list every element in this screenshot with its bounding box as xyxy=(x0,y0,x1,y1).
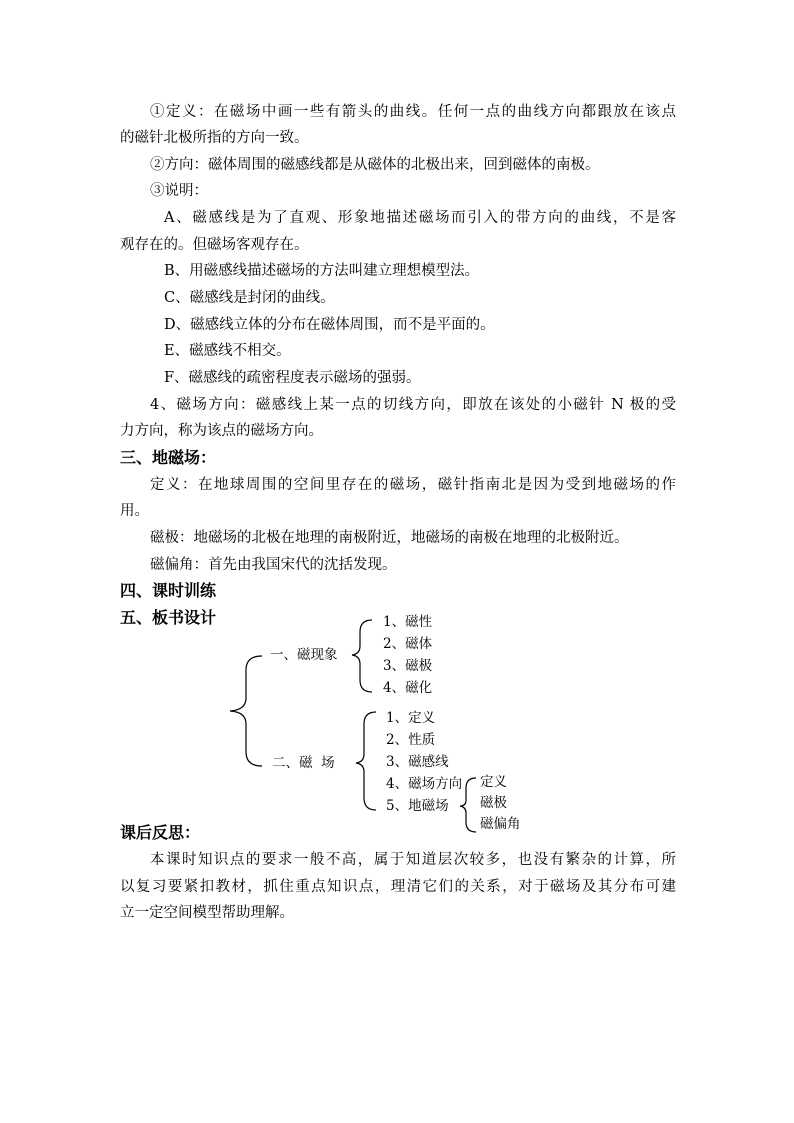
field-item-3: 3、磁感线 xyxy=(386,754,449,770)
note-e: E、磁感线不相交。 xyxy=(164,343,291,359)
field-direction-line-2: 力方向，称为该点的磁场方向。 xyxy=(120,423,323,439)
reflection-line-1: 本课时知识点的要求一般不高，属于知道层次较多，也没有繁杂的计算，所 xyxy=(150,852,676,868)
reflection-line-2: 以复习要紧扣教材，抓住重点知识点，理清它们的关系，对于磁场及其分布可建 xyxy=(120,879,676,895)
earth-definition-line-2: 用。 xyxy=(120,503,149,519)
earth-sub-item-1: 定义 xyxy=(480,774,507,790)
field-direction-line-1: 4、磁场方向：磁感线上某一点的切线方向，即放在该处的小磁针 N 极的受 xyxy=(150,397,676,413)
phenomena-item-2: 2、磁体 xyxy=(383,636,433,652)
earth-sub-item-2: 磁极 xyxy=(480,795,507,811)
direction-paragraph: ②方向：磁体周围的磁感线都是从磁体的北极出来，回到磁体的南极。 xyxy=(150,157,600,173)
phenomena-item-1: 1、磁性 xyxy=(383,614,433,630)
earth-sub-item-3: 磁偏角 xyxy=(480,816,521,832)
note-f: F、磁感线的疏密程度表示磁场的强弱。 xyxy=(164,370,421,386)
board-design-heading: 五、板书设计 xyxy=(120,608,217,627)
note-a-line-2: 观存在的。但磁场客观存在。 xyxy=(120,237,309,253)
note-b: B、用磁感线描述磁场的方法叫建立理想模型法。 xyxy=(164,263,480,279)
definition-line-1: ①定义：在磁场中画一些有箭头的曲线。任何一点的曲线方向都跟放在该点 xyxy=(150,104,676,120)
training-heading: 四、课时训练 xyxy=(120,581,217,600)
earth-field-heading: 三、地磁场： xyxy=(120,448,217,467)
earth-definition-line-1: 定义：在地球周围的空间里存在的磁场，磁针指南北是因为受到地磁场的作 xyxy=(150,477,676,493)
reflection-line-3: 立一定空间模型帮助理解。 xyxy=(120,905,294,921)
reflection-heading: 课后反思： xyxy=(120,823,201,842)
note-c: C、磁感线是封闭的曲线。 xyxy=(164,290,335,306)
explanation-label: ③说明： xyxy=(150,183,208,199)
field-item-4: 4、磁场方向 xyxy=(386,776,463,792)
field-item-2: 2、性质 xyxy=(386,732,436,748)
branch-magnetic-field: 二、磁 场 xyxy=(272,755,335,771)
field-item-5: 5、地磁场 xyxy=(386,798,449,814)
note-d: D、磁感线立体的分布在磁体周围，而不是平面的。 xyxy=(164,317,495,333)
magnetic-declination: 磁偏角：首先由我国宋代的沈括发现。 xyxy=(150,557,397,573)
note-a-line-1: A、磁感线是为了直观、形象地描述磁场而引入的带方向的曲线，不是客 xyxy=(164,210,676,226)
phenomena-item-4: 4、磁化 xyxy=(383,680,433,696)
earth-poles: 磁极：地磁场的北极在地理的南极附近，地磁场的南极在地理的北极附近。 xyxy=(150,530,629,546)
phenomena-item-3: 3、磁极 xyxy=(383,658,433,674)
definition-line-2: 的磁针北极所指的方向一致。 xyxy=(120,130,309,146)
field-item-1: 1、定义 xyxy=(386,710,436,726)
branch-magnetic-phenomena: 一、磁现象 xyxy=(270,647,338,663)
